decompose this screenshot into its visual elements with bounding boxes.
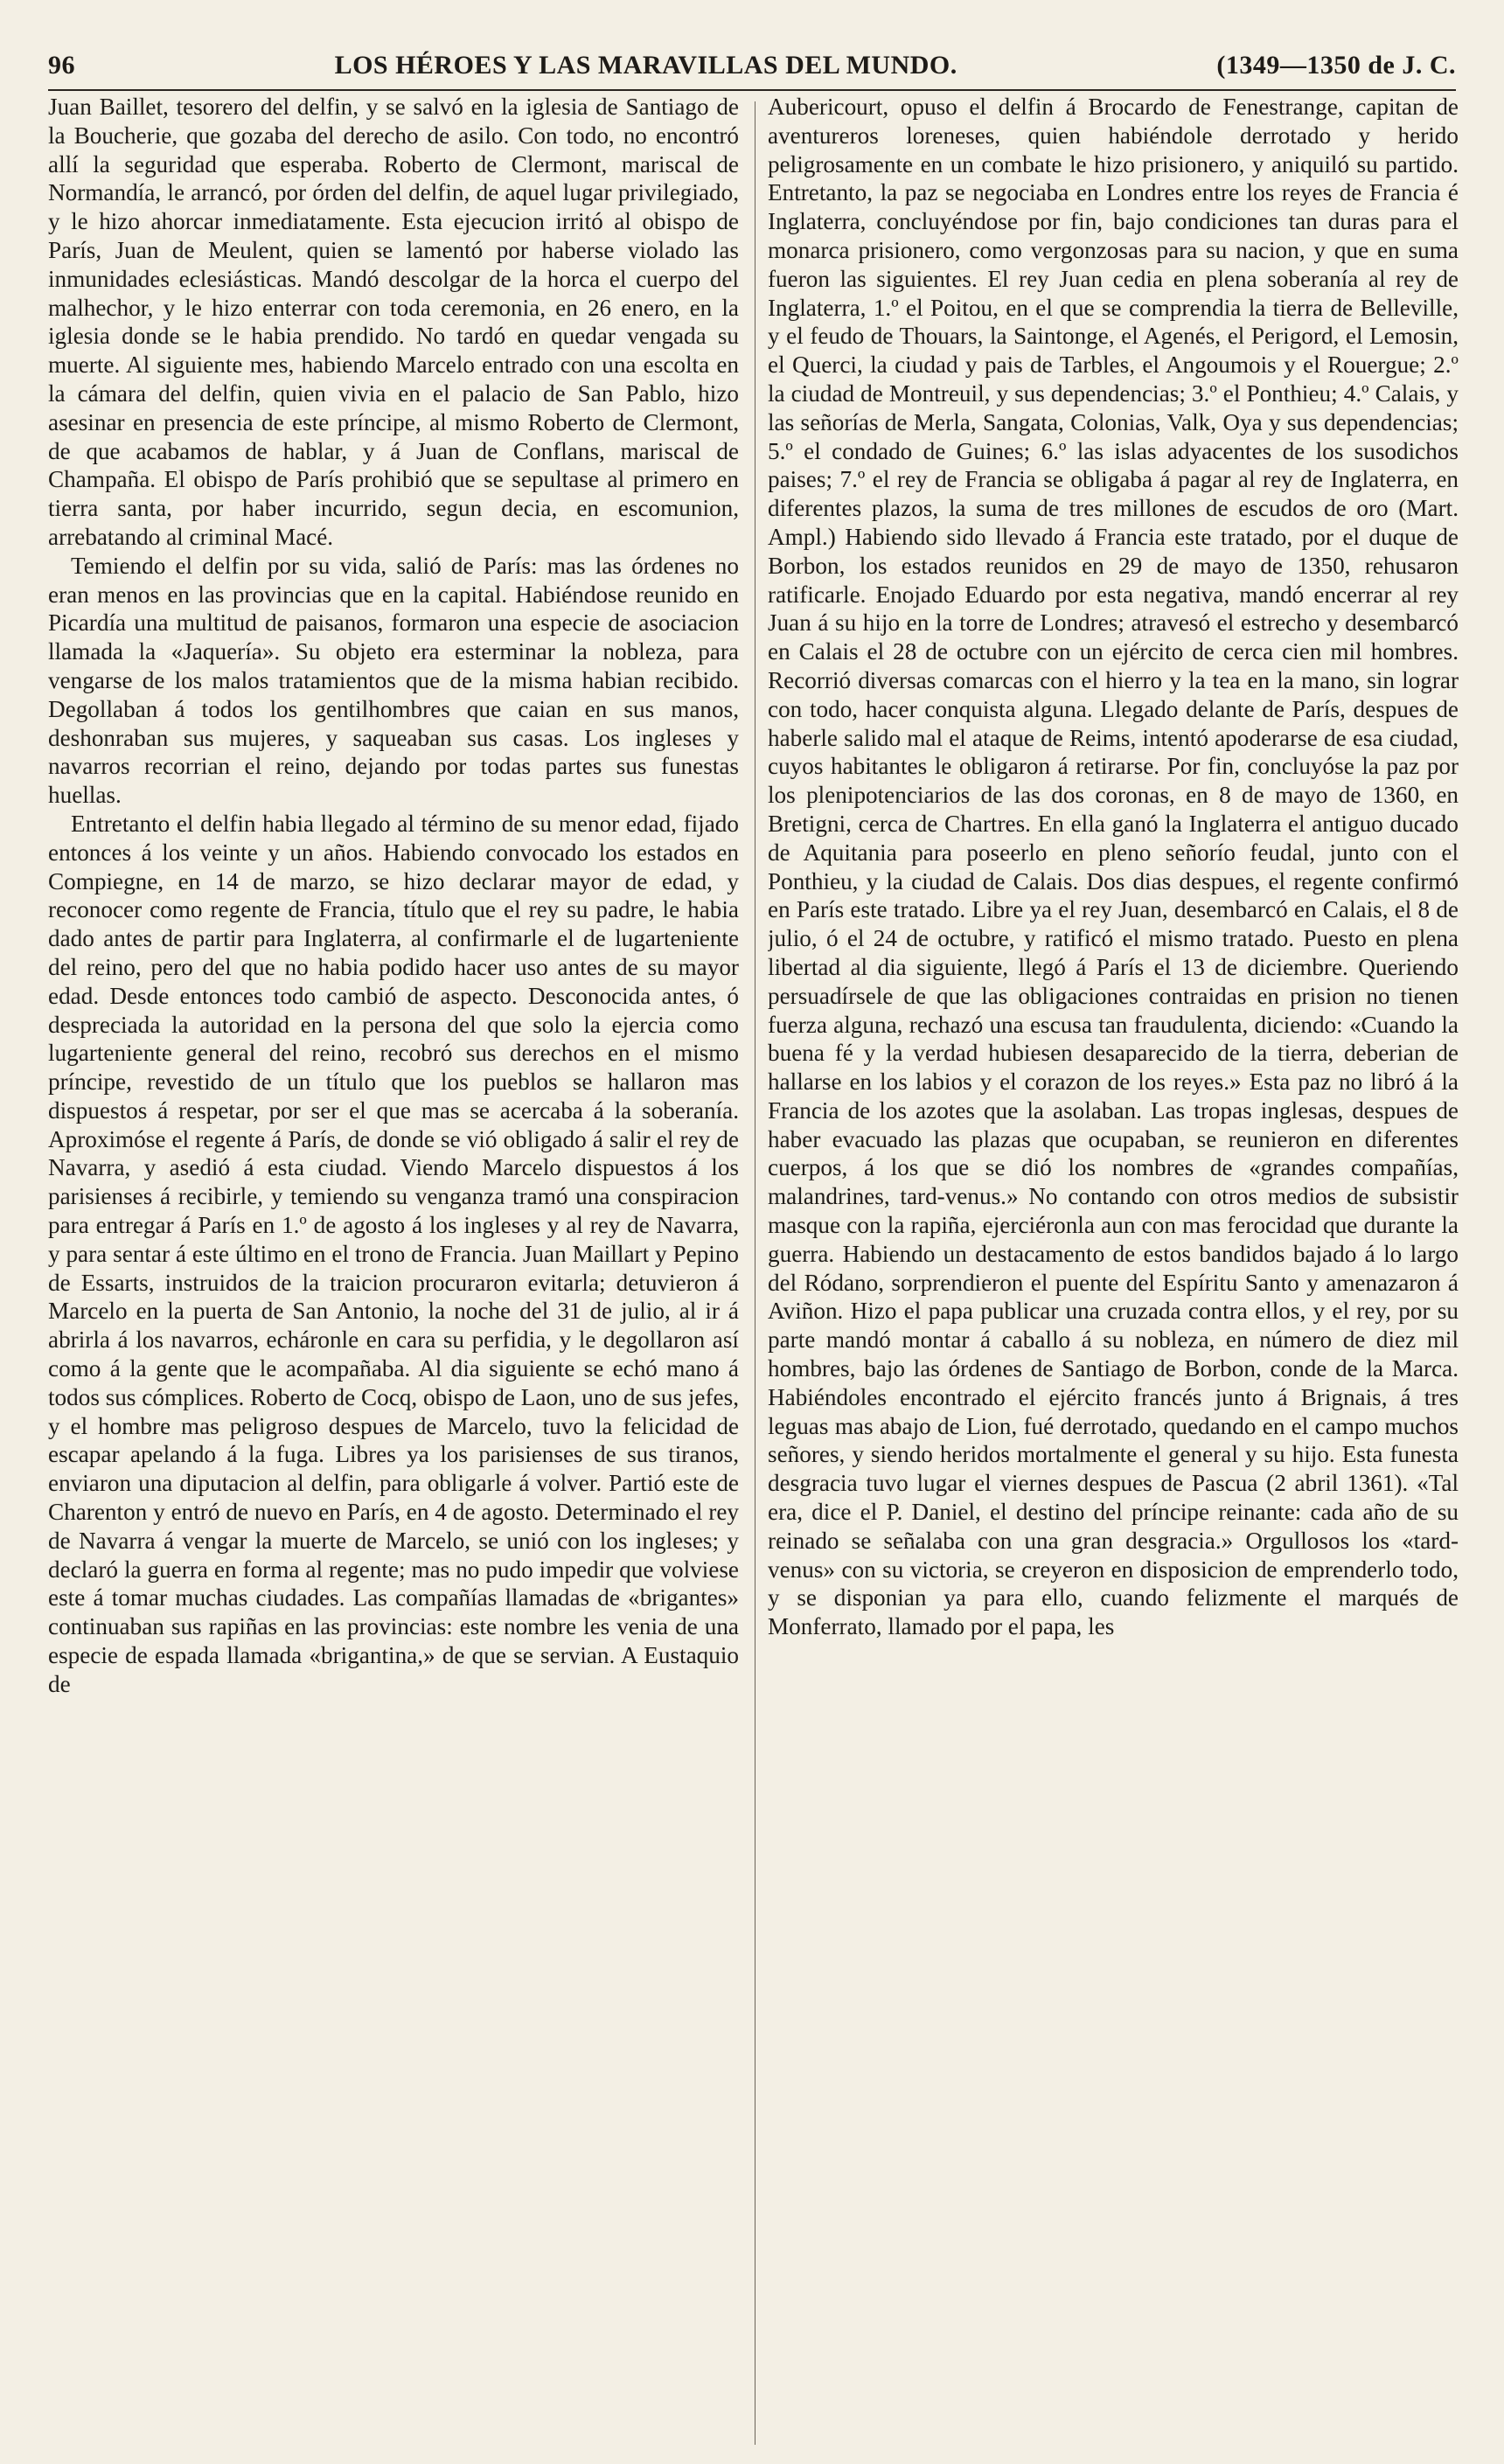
page-header [48, 44, 1456, 87]
right-column [768, 93, 1459, 2445]
left-column [48, 93, 739, 2445]
page-number: 96 [48, 51, 75, 80]
paragraph: Aubericourt, opuso el delfin á Brocardo de Fenestrange, capitan de aventureros loreneses, quien habiéndole derrotado y herido peligrosamente en un combate le hizo prisionero, y aniquiló su partido. Entretanto, la paz se negociaba en Londres entre los reyes de Francia é Inglaterra, concluyéndose por fin, bajo condiciones tan duras para el monarca prisionero, como vergonzosas para su nacion, y que en suma fueron las siguientes. El rey Juan cedia en plena soberanía al rey de Inglaterra, 1.º el Poitou, en el que se comprendia la tierra de Belleville, y el feudo de Thouars, la Saintonge, el Agenés, el Perigord, el Lemosin, el Querci, la ciudad y pais de Tarbles, el Angoumois y el Rouergue; 2.º la ciudad de Montreuil, y sus dependencias; 3.º el Ponthieu; 4.º Calais, y las señorías de Merla, Sangata, Colonias, Valk, Oya y sus dependencias; 5.º el condado de Guines; 6.º las islas adyacentes de los susodichos paises; 7.º el rey de Francia se obligaba á pagar al rey de Inglaterra, en diferentes plazos, la suma de tres millones de escudos de oro (Mart. Ampl.) Habiendo sido llevado á Francia este tratado, por el duque de Borbon, los estados reunidos en 29 de mayo de 1350, rehusaron ratificarle. Enojado Eduardo por esta negativa, mandó encerrar al rey Juan á su hijo en la torre de Londres; atravesó el estrecho y desembarcó en Calais el 28 de octubre con un ejército de cerca cien mil hombres. Recorrió diversas comarcas con el hierro y la tea en la mano, sin lograr con todo, hacer conquista alguna. Llegado delante de París, despues de haberle salido mal el ataque de Reims, intentó apoderarse de esa ciudad, cuyos habitantes le obligaron á retirarse. Por fin, concluyóse la paz por los plenipotenciarios de las dos coronas, en 8 de mayo de 1360, en Bretigni, cerca de Chartres. En ella ganó la Inglaterra el antiguo ducado de Aquitania para poseerlo en pleno señorío feudal, junto con el Ponthieu, y la ciudad de Calais. Dos dias despues, el regente confirmó en París este tratado. Libre ya el rey Juan, desembarcó en Calais, el 8 de julio, ó el 24 de octubre, y ratificó el mismo tratado. Puesto en plena libertad al dia siguiente, llegó á París el 13 de diciembre. Queriendo persuadírsele de que las obligaciones contraidas en prision no tienen fuerza alguna, rechazó una escusa tan fraudulenta, diciendo: «Cuando la buena fé y la verdad hubiesen desaparecido de la tierra, deberian de hallarse en los labios y el corazon de los reyes.» Esta paz no libró á la Francia de los azotes que la asolaban. Las tropas inglesas, despues de haber evacuado las plazas que ocupaban, se reunieron en diferentes cuerpos, á los que se dió los nombres de «grandes compañías, malandrines, tard-venus.» No contando con otros medios de subsistir masque con la rapiña, ejerciéronla aun con mas ferocidad que durante la guerra. Habiendo un destacamento de estos bandidos bajado á lo largo del Ródano, sorprendieron el puente del Espíritu Santo y amenazaron á Aviñon. Hizo el papa publicar una cruzada contra ellos, y el rey, por su parte mandó montar á caballo á su nobleza, en número de diez mil hombres, bajo las órdenes de Santiago de Borbon, conde de la Marca. Habiéndoles encontrado el ejército francés junto á Brignais, á tres leguas mas abajo de Lion, fué derrotado, quedando en el campo muchos señores, y siendo heridos mortalmente el general y su hijo. Esta funesta desgracia tuvo lugar el viernes despues de Pascua (2 abril 1361). «Tal era, dice el P. Daniel, el destino del príncipe reinante: cada año de su reinado se señalaba con una gran desgracia.» Orgullosos los «tard-venus» con su victoria, se creyeron en disposicion de emprenderlo todo, y se disponian ya para ello, cuando felizmente el marqués de Monferrato, llamado por el papa, les [768, 94, 1459, 1640]
paragraph: Temiendo el delfin por su vida, salió de París: mas las órdenes no eran menos en las provincias que en la capital. Habiéndose reunido en Picardía una multitud de paisanos, formaron una especie de asociacion llamada la «Jaquería». Su objeto era esterminar la nobleza, para vengarse de los malos tratamientos que de la misma habian recibido. Degollaban á todos los gentilhombres que caian en sus manos, deshonraban sus mujeres, y saqueaban sus casas. Los ingleses y navarros recorrian el reino, dejando por todas partes sus funestas huellas. [48, 552, 739, 809]
paragraph: Entretanto el delfin habia llegado al término de su menor edad, fijado entonces á los veinte y un años. Habiendo convocado los estados en Compiegne, en 14 de marzo, se hizo declarar mayor de edad, y reconocer como regente de Francia, título que el rey su padre, le habia dado antes de partir para Inglaterra, al confirmarle el de lugarteniente del reino, pero del que no habia podido hacer uso antes de su mayor edad. Desde entonces todo cambió de aspecto. Desconocida antes, ó despreciada la autoridad en la persona del que solo la ejercia como lugarteniente general del reino, recobró sus derechos en el mismo príncipe, revestido de un título que los pueblos se hallaron mas dispuestos á respetar, por ser el que mas se acercaba á la soberanía. Aproximóse el regente á París, de donde se vió obligado á salir el rey de Navarra, y asedió á esta ciudad. Viendo Marcelo dispuestos á los parisienses á recibirle, y temiendo su venganza tramó una conspiracion para entregar á París en 1.º de agosto á los ingleses y al rey de Navarra, y para sentar á este último en el trono de Francia. Juan Maillart y Pepino de Essarts, instruidos de la traicion procuraron evitarla; detuvieron á Marcelo en la puerta de San Antonio, la noche del 31 de julio, al ir á abrirla á los navarros, echáronle en cara su perfidia, y le degollaron así como á la gente que le acompañaba. Al dia siguiente se echó mano á todos sus cómplices. Roberto de Cocq, obispo de Laon, uno de sus jefes, y el hombre mas peligroso despues de Marcelo, tuvo la felicidad de escapar apelando á la fuga. Libres ya los parisienses de sus tiranos, enviaron una diputacion al delfin, para obligarle á volver. Partió este de Charenton y entró de nuevo en París, en 4 de agosto. Determinado el rey de Navarra á vengar la muerte de Marcelo, se unió con los ingleses; y declaró la guerra en forma al regente; mas no pudo impedir que volviese este á tomar muchas ciudades. Las compañías llamadas de «brigantes» continuaban sus rapiñas en las provincias: este nombre les venia de una especie de espada llamada «brigantina,» de que se servian. A Eustaquio de [48, 810, 739, 1697]
running-title: LOS HÉROES Y LAS MARAVILLAS DEL MUNDO. [334, 51, 957, 80]
paragraph: Juan Baillet, tesorero del delfin, y se salvó en la iglesia de Santiago de la Boucherie, que gozaba del derecho de asilo. Con todo, no encontró allí la seguridad que esperaba. Roberto de Clermont, mariscal de Normandía, le arrancó, por órden del delfin, de aquel lugar privilegiado, y le hizo ahorcar inmediatamente. Esta ejecucion irritó al obispo de París, Juan de Meulent, quien se lamentó por haberse violado las inmunidades eclesiásticas. Mandó descolgar de la horca el cuerpo del malhechor, y le hizo enterrar con toda ceremonia, en 26 enero, en la iglesia donde se le habia prendido. No tardó en quedar vengada su muerte. Al siguiente mes, habiendo Marcelo entrado con una escolta en la cámara del delfin, quien vivia en el palacio de San Pablo, hizo asesinar en presencia de este príncipe, al mismo Roberto de Clermont, de que acabamos de hablar, y á Juan de Conflans, mariscal de Champaña. El obispo de París prohibió que se sepultase al primero en tierra santa, por haber incurrido, segun decia, en escomunion, arrebatando al criminal Macé. [48, 94, 739, 550]
date-range: (1349—1350 de J. C. [1216, 51, 1456, 80]
header-rule [48, 89, 1456, 91]
